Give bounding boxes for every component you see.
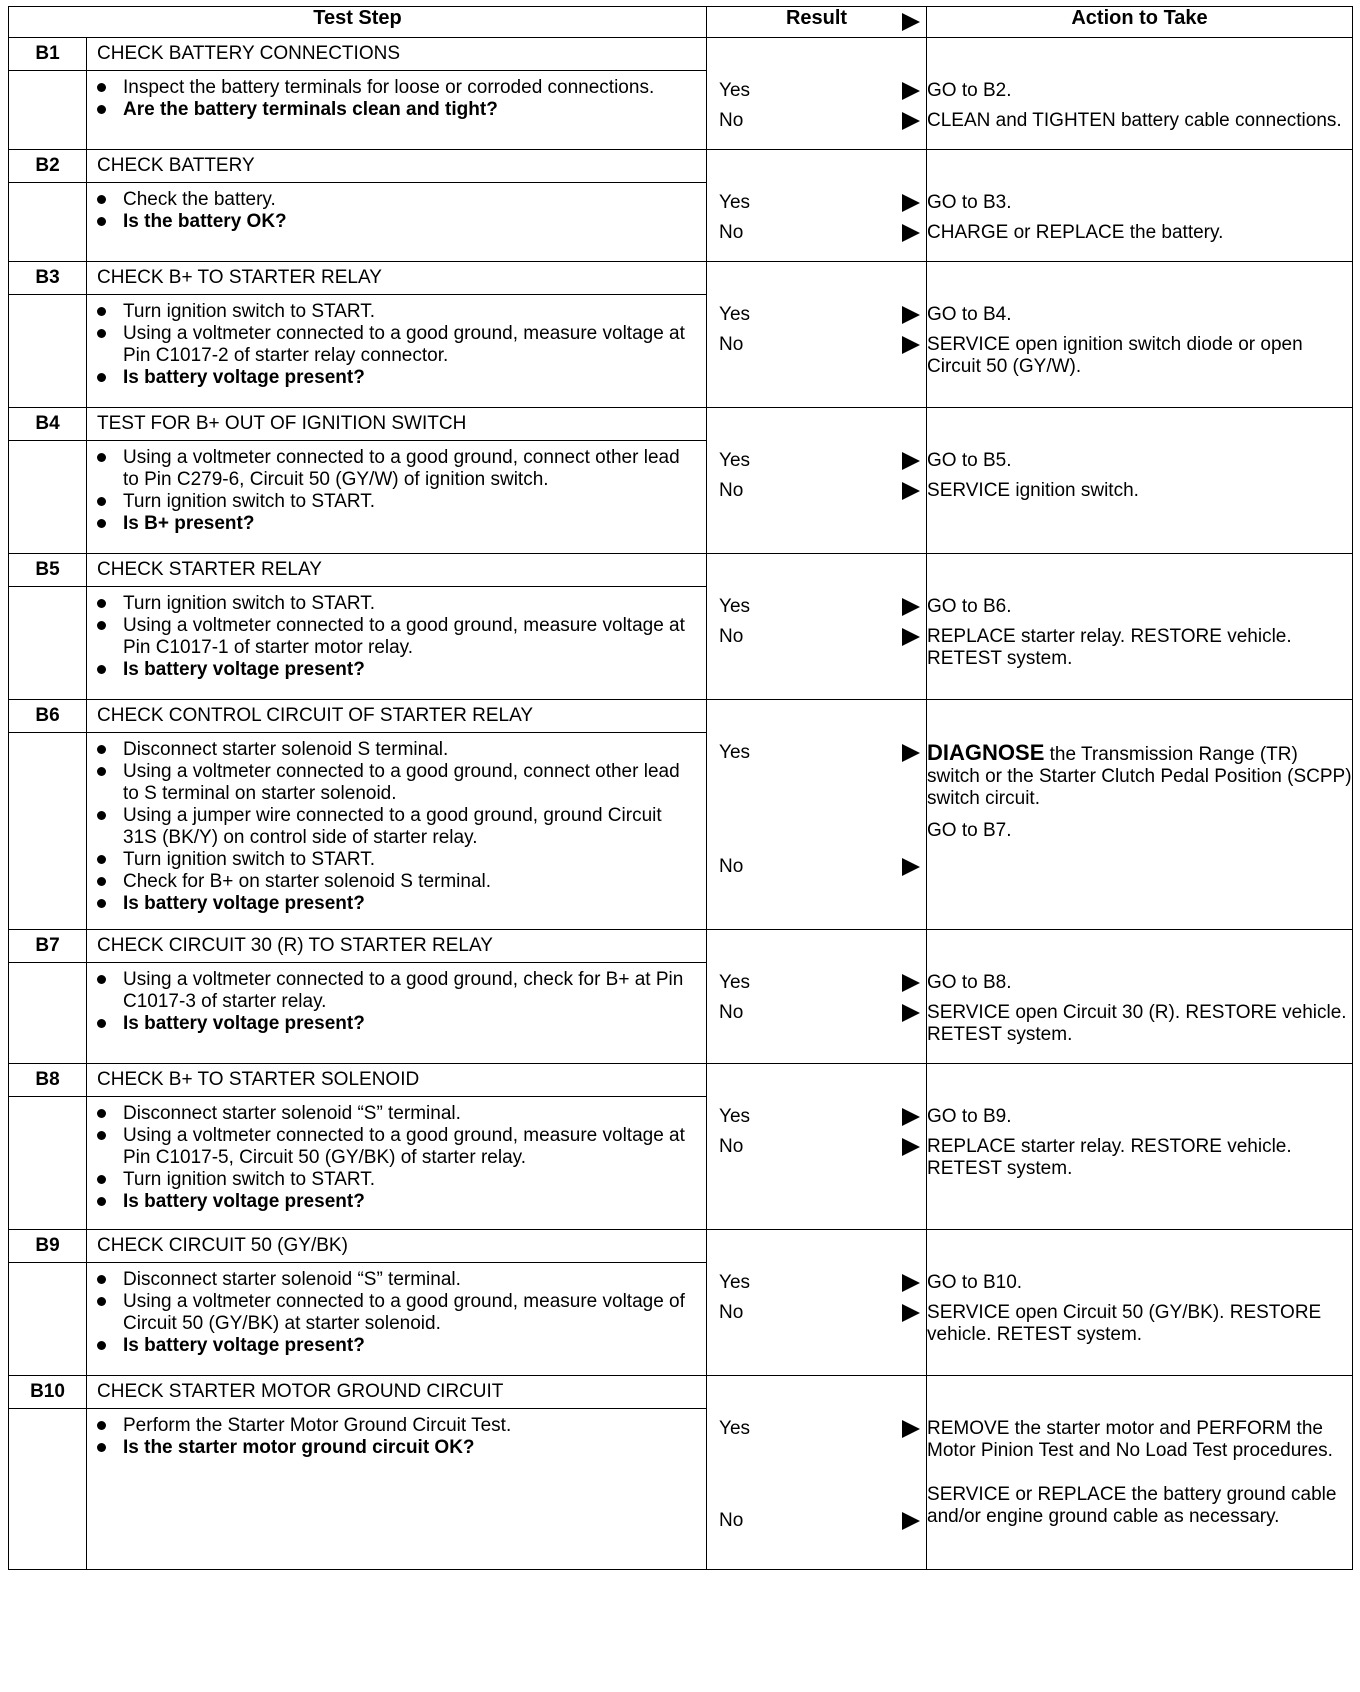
step-bullet: Using a voltmeter connected to a good ground, measure voltage at Pin C1017-5, Circuit 50 (GY/BK) of starter relay. bbox=[123, 1125, 696, 1169]
step-id: B1 bbox=[9, 38, 87, 71]
header-action: Action to Take bbox=[927, 7, 1353, 38]
step-bullet: Turn ignition switch to START. bbox=[123, 491, 696, 513]
step-question: Is battery voltage present? bbox=[123, 1191, 696, 1213]
step-bullet: Turn ignition switch to START. bbox=[123, 1169, 696, 1191]
step-bullet: Turn ignition switch to START. bbox=[123, 301, 696, 323]
right-arrow-icon bbox=[902, 452, 920, 470]
yes-action-emphasis: DIAGNOSE bbox=[927, 740, 1045, 765]
result-yes bbox=[707, 1418, 926, 1440]
right-arrow-icon bbox=[902, 1512, 920, 1530]
no-action: SERVICE open Circuit 50 (GY/BK). RESTORE vehicle. RETEST system. bbox=[927, 1302, 1322, 1345]
header-result-label: Result bbox=[785, 7, 848, 29]
step-body bbox=[87, 441, 707, 554]
step-bullet: Using a voltmeter connected to a good ground, measure voltage at Pin C1017-2 of starter relay connector. bbox=[123, 323, 696, 367]
result-yes bbox=[707, 304, 926, 326]
yes-action: GO to B3. bbox=[927, 192, 1012, 213]
step-bullet: Perform the Starter Motor Ground Circuit Test. bbox=[123, 1415, 696, 1437]
no-action: GO to B7. bbox=[927, 820, 1012, 841]
result-yes bbox=[707, 80, 926, 102]
step-blank bbox=[9, 733, 87, 930]
right-arrow-icon bbox=[902, 112, 920, 130]
right-arrow-icon bbox=[902, 1108, 920, 1126]
step-bullets bbox=[87, 1409, 706, 1465]
result-yes-label: Yes bbox=[719, 972, 751, 993]
no-action: REPLACE starter relay. RESTORE vehicle. RETEST system. bbox=[927, 626, 1292, 669]
no-action: CHARGE or REPLACE the battery. bbox=[927, 222, 1224, 243]
step-id: B3 bbox=[9, 262, 87, 295]
result-yes-label: Yes bbox=[719, 304, 751, 325]
step-title-row bbox=[9, 38, 1353, 71]
result-yes bbox=[707, 596, 926, 618]
right-arrow-icon bbox=[902, 336, 920, 354]
step-bullet: Using a voltmeter connected to a good ground, connect other lead to Pin C279-6, Circuit 50 (GY/W) of ignition switch. bbox=[123, 447, 696, 491]
yes-action: REMOVE the starter motor and PERFORM the Motor Pinion Test and No Load Test procedures. bbox=[927, 1418, 1333, 1461]
result-yes bbox=[707, 450, 926, 472]
step-bullet: Using a jumper wire connected to a good ground, ground Circuit 31S (BK/Y) on control side of starter relay. bbox=[123, 805, 696, 849]
action-cell bbox=[927, 930, 1353, 1064]
action-cell bbox=[927, 700, 1353, 930]
step-body bbox=[87, 963, 707, 1064]
step-bullet: Using a voltmeter connected to a good ground, measure voltage of Circuit 50 (GY/BK) at starter solenoid. bbox=[123, 1291, 696, 1335]
step-bullets bbox=[87, 963, 706, 1041]
step-blank bbox=[9, 183, 87, 262]
result-yes-label: Yes bbox=[719, 596, 751, 617]
no-action: CLEAN and TIGHTEN battery cable connections. bbox=[927, 110, 1342, 131]
step-question: Is B+ present? bbox=[123, 513, 696, 535]
step-title-row bbox=[9, 1064, 1353, 1097]
yes-action: GO to B10. bbox=[927, 1272, 1023, 1293]
step-blank bbox=[9, 1409, 87, 1570]
no-action: SERVICE open ignition switch diode or open Circuit 50 (GY/W). bbox=[927, 334, 1303, 377]
result-no-label: No bbox=[719, 110, 744, 131]
result-yes-label: Yes bbox=[719, 1418, 751, 1439]
step-title-row bbox=[9, 930, 1353, 963]
result-no bbox=[707, 1510, 926, 1532]
step-bullets bbox=[87, 295, 706, 395]
step-title: CHECK STARTER RELAY bbox=[87, 554, 707, 587]
step-question: Is the battery OK? bbox=[123, 211, 696, 233]
action-cell bbox=[927, 262, 1353, 408]
result-yes-label: Yes bbox=[719, 742, 751, 763]
step-body bbox=[87, 183, 707, 262]
no-action: SERVICE ignition switch. bbox=[927, 480, 1139, 501]
step-question: Is the starter motor ground circuit OK? bbox=[123, 1437, 696, 1459]
step-blank bbox=[9, 1097, 87, 1230]
result-yes bbox=[707, 742, 926, 764]
step-bullet: Check for B+ on starter solenoid S terminal. bbox=[123, 871, 696, 893]
result-cell bbox=[707, 1064, 927, 1230]
action-cell bbox=[927, 408, 1353, 554]
step-id: B6 bbox=[9, 700, 87, 733]
diagnostic-table bbox=[8, 6, 1353, 1570]
yes-action bbox=[927, 742, 1352, 810]
result-no bbox=[707, 110, 926, 132]
step-question: Are the battery terminals clean and tight? bbox=[123, 99, 696, 121]
action-cell bbox=[927, 1064, 1353, 1230]
result-no bbox=[707, 334, 926, 356]
right-arrow-icon bbox=[902, 744, 920, 762]
step-title-row bbox=[9, 150, 1353, 183]
step-title: CHECK B+ TO STARTER RELAY bbox=[87, 262, 707, 295]
step-id: B10 bbox=[9, 1376, 87, 1409]
result-no-label: No bbox=[719, 1302, 744, 1323]
step-title-row bbox=[9, 408, 1353, 441]
step-question: Is battery voltage present? bbox=[123, 1335, 696, 1357]
result-no-label: No bbox=[719, 222, 744, 243]
result-cell bbox=[707, 150, 927, 262]
step-title: CHECK STARTER MOTOR GROUND CIRCUIT bbox=[87, 1376, 707, 1409]
right-arrow-icon bbox=[902, 306, 920, 324]
step-question: Is battery voltage present? bbox=[123, 1013, 696, 1035]
right-arrow-icon bbox=[902, 974, 920, 992]
step-body bbox=[87, 1263, 707, 1376]
step-blank bbox=[9, 71, 87, 150]
action-cell bbox=[927, 1376, 1353, 1570]
step-bullet: Disconnect starter solenoid “S” terminal. bbox=[123, 1269, 696, 1291]
result-no-label: No bbox=[719, 626, 744, 647]
step-body bbox=[87, 295, 707, 408]
result-no bbox=[707, 480, 926, 502]
step-bullet: Check the battery. bbox=[123, 189, 696, 211]
diagnostic-table-page bbox=[8, 6, 1352, 1680]
action-cell bbox=[927, 150, 1353, 262]
step-body bbox=[87, 1409, 707, 1570]
result-yes bbox=[707, 1106, 926, 1128]
result-yes-label: Yes bbox=[719, 450, 751, 471]
yes-action: GO to B4. bbox=[927, 304, 1012, 325]
step-bullets bbox=[87, 1097, 706, 1219]
step-bullet: Using a voltmeter connected to a good ground, connect other lead to S terminal on starter solenoid. bbox=[123, 761, 696, 805]
right-arrow-icon bbox=[902, 1004, 920, 1022]
result-yes bbox=[707, 972, 926, 994]
result-cell bbox=[707, 262, 927, 408]
step-blank bbox=[9, 1263, 87, 1376]
step-id: B4 bbox=[9, 408, 87, 441]
result-cell bbox=[707, 38, 927, 150]
step-title: CHECK CIRCUIT 50 (GY/BK) bbox=[87, 1230, 707, 1263]
step-id: B9 bbox=[9, 1230, 87, 1263]
yes-action: GO to B9. bbox=[927, 1106, 1012, 1127]
result-no bbox=[707, 856, 926, 878]
action-cell bbox=[927, 38, 1353, 150]
step-bullet: Turn ignition switch to START. bbox=[123, 849, 696, 871]
result-cell bbox=[707, 930, 927, 1064]
right-arrow-icon bbox=[902, 598, 920, 616]
step-id: B2 bbox=[9, 150, 87, 183]
step-title: CHECK BATTERY bbox=[87, 150, 707, 183]
right-arrow-icon bbox=[902, 82, 920, 100]
table-header bbox=[9, 7, 1353, 38]
result-cell bbox=[707, 700, 927, 930]
result-no-label: No bbox=[719, 1510, 744, 1531]
action-cell bbox=[927, 1230, 1353, 1376]
result-yes-label: Yes bbox=[719, 80, 751, 101]
step-body bbox=[87, 71, 707, 150]
result-no-label: No bbox=[719, 1136, 744, 1157]
action-cell bbox=[927, 554, 1353, 700]
step-id: B5 bbox=[9, 554, 87, 587]
step-question: Is battery voltage present? bbox=[123, 659, 696, 681]
no-action: SERVICE open Circuit 30 (R). RESTORE vehicle. RETEST system. bbox=[927, 1002, 1347, 1045]
result-cell bbox=[707, 1230, 927, 1376]
step-title: CHECK CIRCUIT 30 (R) TO STARTER RELAY bbox=[87, 930, 707, 963]
result-no-label: No bbox=[719, 480, 744, 501]
step-bullets bbox=[87, 1263, 706, 1363]
right-arrow-icon bbox=[902, 1420, 920, 1438]
right-arrow-icon bbox=[902, 628, 920, 646]
step-title-row bbox=[9, 700, 1353, 733]
result-yes bbox=[707, 192, 926, 214]
result-no bbox=[707, 1136, 926, 1158]
step-bullet: Using a voltmeter connected to a good ground, check for B+ at Pin C1017-3 of starter relay. bbox=[123, 969, 696, 1013]
step-bullets bbox=[87, 183, 706, 239]
step-question: Is battery voltage present? bbox=[123, 893, 696, 915]
no-action: SERVICE or REPLACE the battery ground cable and/or engine ground cable as necessary. bbox=[927, 1484, 1337, 1527]
step-id: B7 bbox=[9, 930, 87, 963]
result-no-label: No bbox=[719, 334, 744, 355]
result-no-label: No bbox=[719, 1002, 744, 1023]
step-body bbox=[87, 587, 707, 700]
right-arrow-icon bbox=[902, 1304, 920, 1322]
yes-action: GO to B5. bbox=[927, 450, 1012, 471]
result-cell bbox=[707, 554, 927, 700]
yes-action: GO to B8. bbox=[927, 972, 1012, 993]
right-arrow-icon bbox=[902, 1274, 920, 1292]
yes-action: GO to B6. bbox=[927, 596, 1012, 617]
step-title: CHECK B+ TO STARTER SOLENOID bbox=[87, 1064, 707, 1097]
yes-action-text: the Transmission Range (TR) switch or the Starter Clutch Pedal Position (SCPP) switch circuit. bbox=[927, 744, 1352, 809]
result-no bbox=[707, 1002, 926, 1024]
step-blank bbox=[9, 587, 87, 700]
right-arrow-icon bbox=[902, 13, 920, 31]
step-blank bbox=[9, 963, 87, 1064]
step-title-row bbox=[9, 262, 1353, 295]
step-body bbox=[87, 733, 707, 930]
result-no bbox=[707, 1302, 926, 1324]
header-test-step: Test Step bbox=[9, 7, 707, 38]
step-bullet: Disconnect starter solenoid “S” terminal. bbox=[123, 1103, 696, 1125]
step-bullet: Disconnect starter solenoid S terminal. bbox=[123, 739, 696, 761]
no-action: REPLACE starter relay. RESTORE vehicle. RETEST system. bbox=[927, 1136, 1292, 1179]
right-arrow-icon bbox=[902, 482, 920, 500]
result-yes bbox=[707, 1272, 926, 1294]
result-cell bbox=[707, 1376, 927, 1570]
step-title: TEST FOR B+ OUT OF IGNITION SWITCH bbox=[87, 408, 707, 441]
step-title-row bbox=[9, 554, 1353, 587]
result-no bbox=[707, 222, 926, 244]
step-bullets bbox=[87, 441, 706, 541]
step-bullet: Using a voltmeter connected to a good ground, measure voltage at Pin C1017-1 of starter motor relay. bbox=[123, 615, 696, 659]
step-title-row bbox=[9, 1230, 1353, 1263]
result-yes-label: Yes bbox=[719, 192, 751, 213]
step-bullets bbox=[87, 733, 706, 921]
result-yes-label: Yes bbox=[719, 1272, 751, 1293]
step-bullet: Turn ignition switch to START. bbox=[123, 593, 696, 615]
right-arrow-icon bbox=[902, 224, 920, 242]
step-body bbox=[87, 1097, 707, 1230]
step-blank bbox=[9, 441, 87, 554]
step-blank bbox=[9, 295, 87, 408]
result-no bbox=[707, 626, 926, 648]
right-arrow-icon bbox=[902, 858, 920, 876]
step-title-row bbox=[9, 1376, 1353, 1409]
yes-action: GO to B2. bbox=[927, 80, 1012, 101]
step-bullets bbox=[87, 71, 706, 127]
step-bullet: Inspect the battery terminals for loose or corroded connections. bbox=[123, 77, 696, 99]
table-body bbox=[9, 38, 1353, 1570]
step-bullets bbox=[87, 587, 706, 687]
right-arrow-icon bbox=[902, 194, 920, 212]
result-yes-label: Yes bbox=[719, 1106, 751, 1127]
step-title: CHECK BATTERY CONNECTIONS bbox=[87, 38, 707, 71]
step-title: CHECK CONTROL CIRCUIT OF STARTER RELAY bbox=[87, 700, 707, 733]
header-result bbox=[707, 7, 927, 38]
result-cell bbox=[707, 408, 927, 554]
right-arrow-icon bbox=[902, 1138, 920, 1156]
step-id: B8 bbox=[9, 1064, 87, 1097]
result-no-label: No bbox=[719, 856, 744, 877]
step-question: Is battery voltage present? bbox=[123, 367, 696, 389]
